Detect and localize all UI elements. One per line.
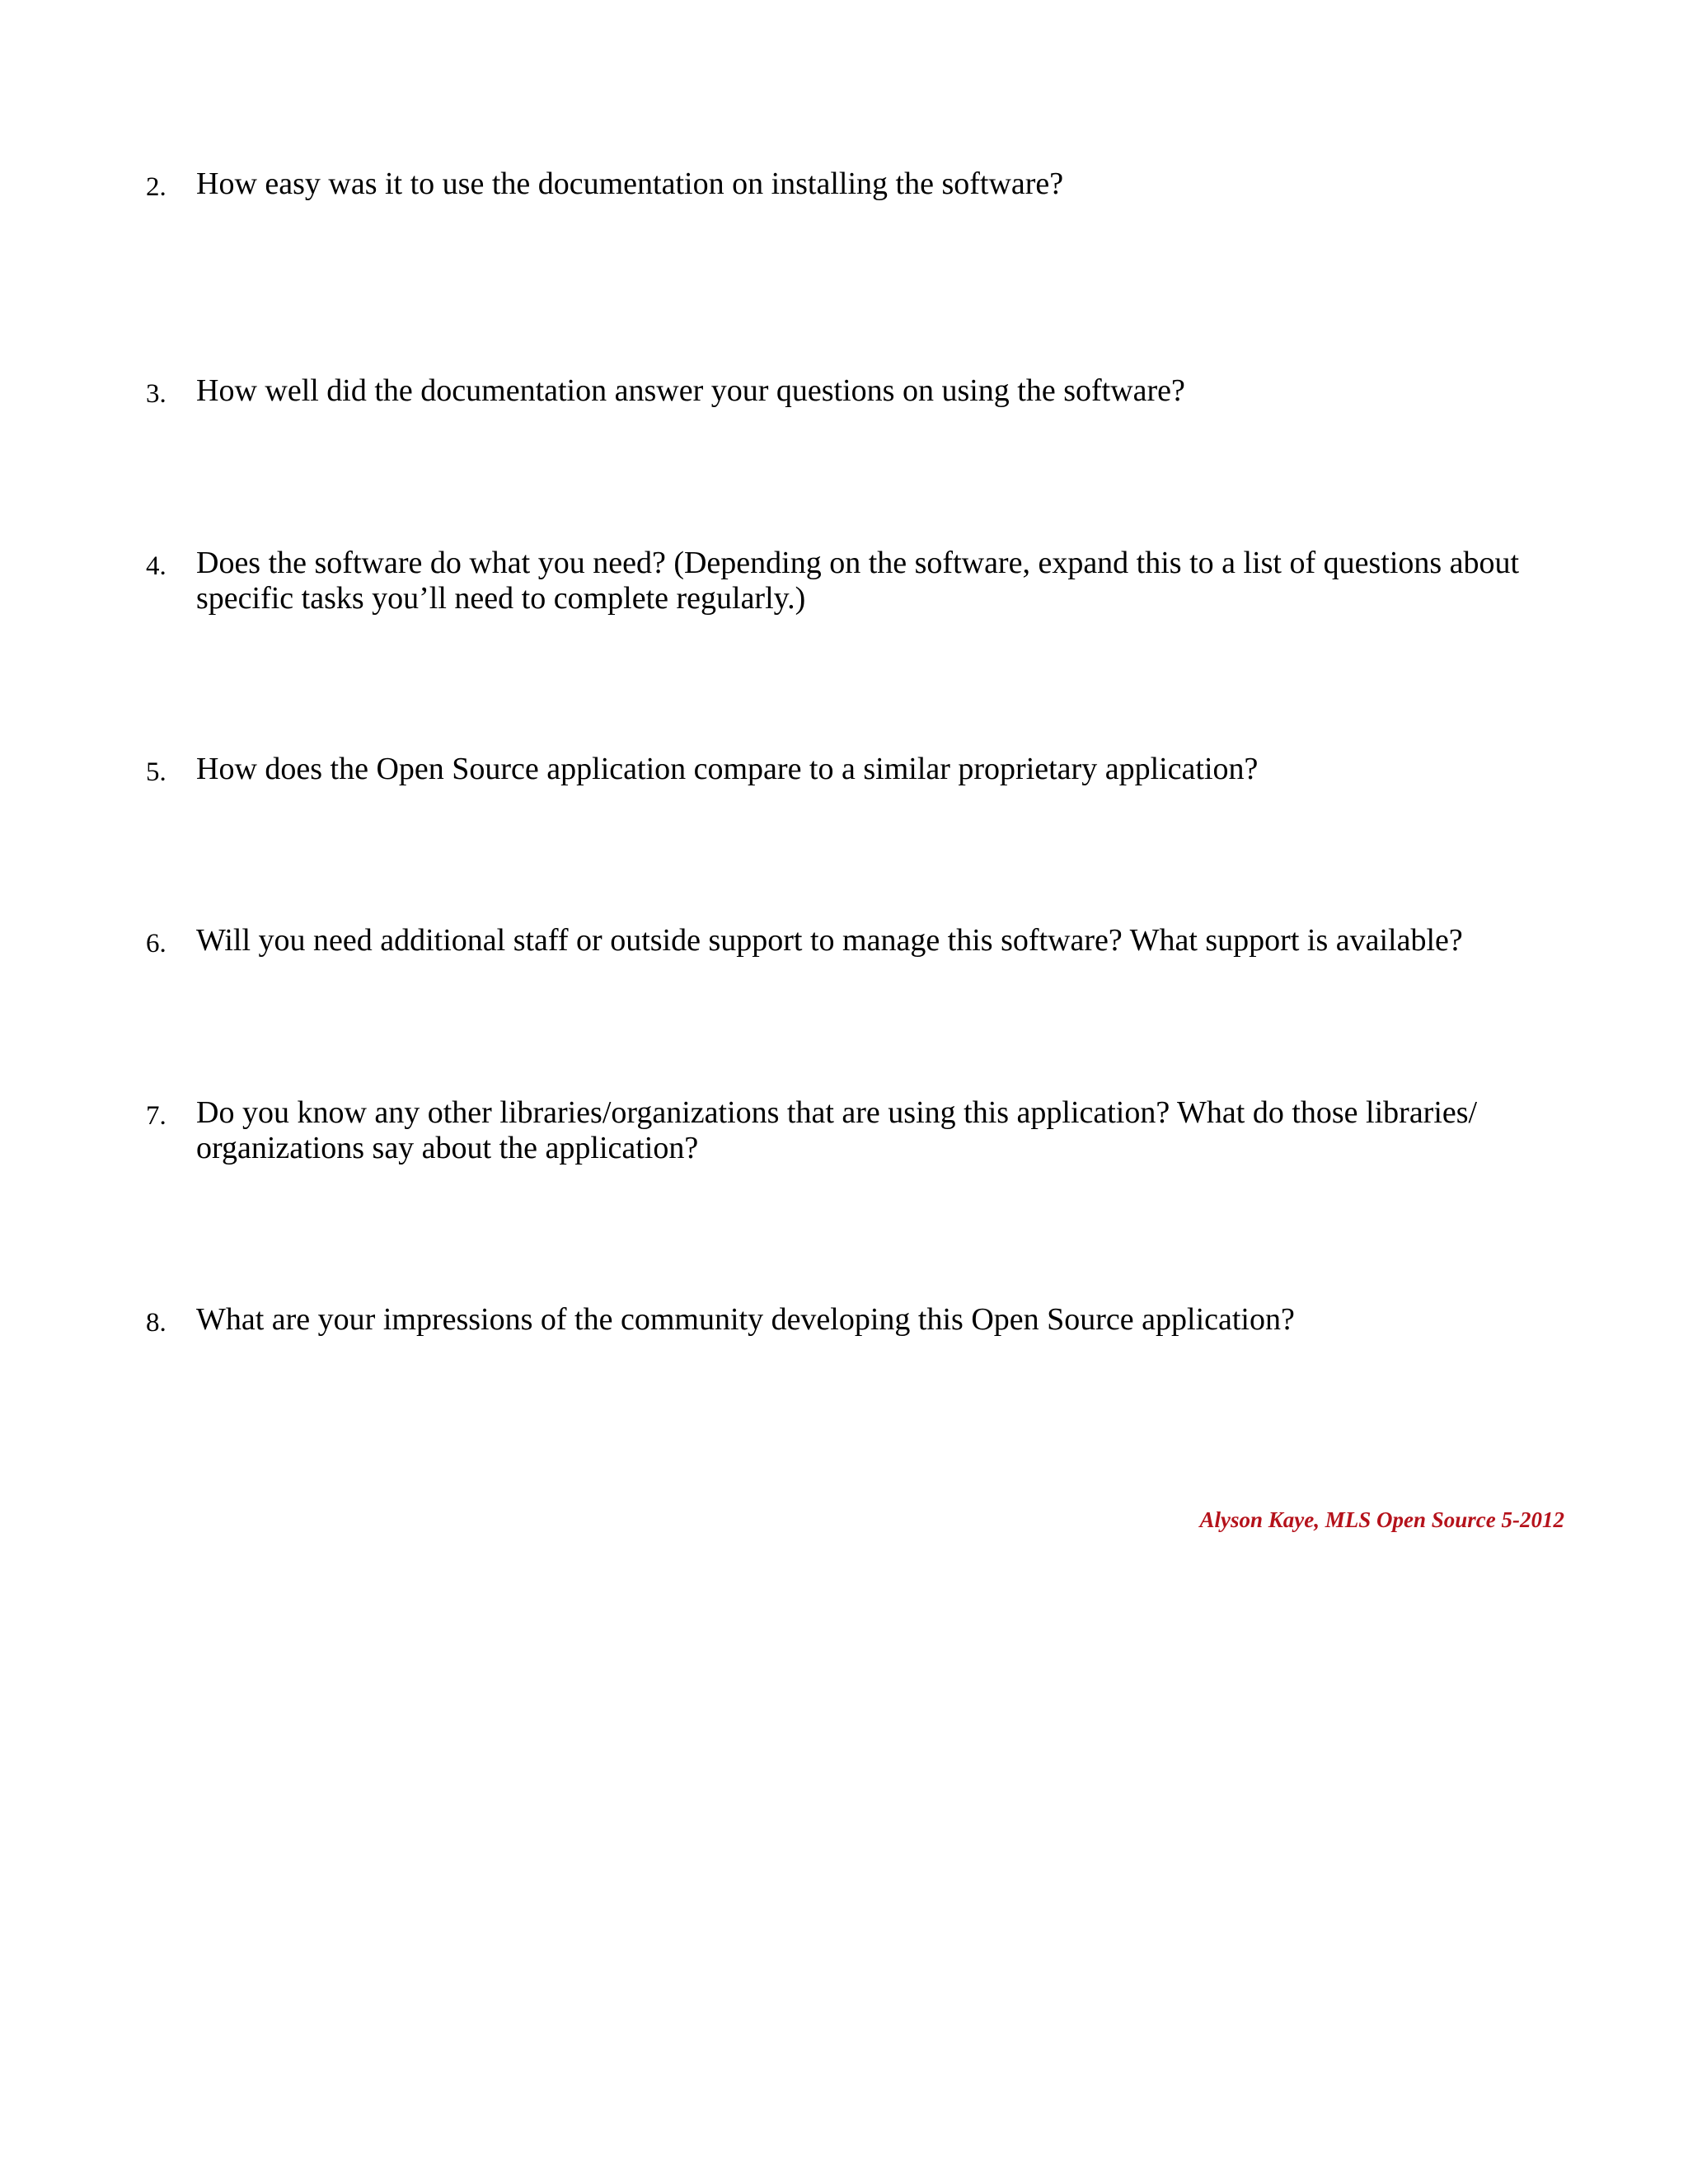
question-text: Do you know any other libraries/organizations that are using this application? What do those libraries/ organizations say about the application?	[196, 1095, 1478, 1165]
question-text: How does the Open Source application compare to a similar proprietary application?	[196, 752, 1259, 786]
question-text: What are your impressions of the community developing this Open Source application?	[196, 1302, 1295, 1337]
question-text: How well did the documentation answer your questions on using the software?	[196, 373, 1185, 408]
question-text: Will you need additional staff or outside support to manage this software? What support is available?	[196, 923, 1463, 958]
question-number: 8.	[146, 1308, 166, 1338]
author-credit: Alyson Kaye, MLS Open Source 5-2012	[1199, 1507, 1564, 1532]
question-text: Does the software do what you need? (Depending on the software, expand this to a list of questions about specific tasks you’ll need to complete regularly.)	[196, 546, 1520, 616]
question-number: 3.	[146, 379, 166, 409]
question-number: 2.	[146, 172, 166, 202]
question-number: 6.	[146, 929, 166, 958]
question-number: 5.	[146, 757, 166, 787]
question-number: 7.	[146, 1101, 166, 1131]
question-number: 4.	[146, 551, 166, 581]
question-text: How easy was it to use the documentation on installing the software?	[196, 166, 1064, 201]
